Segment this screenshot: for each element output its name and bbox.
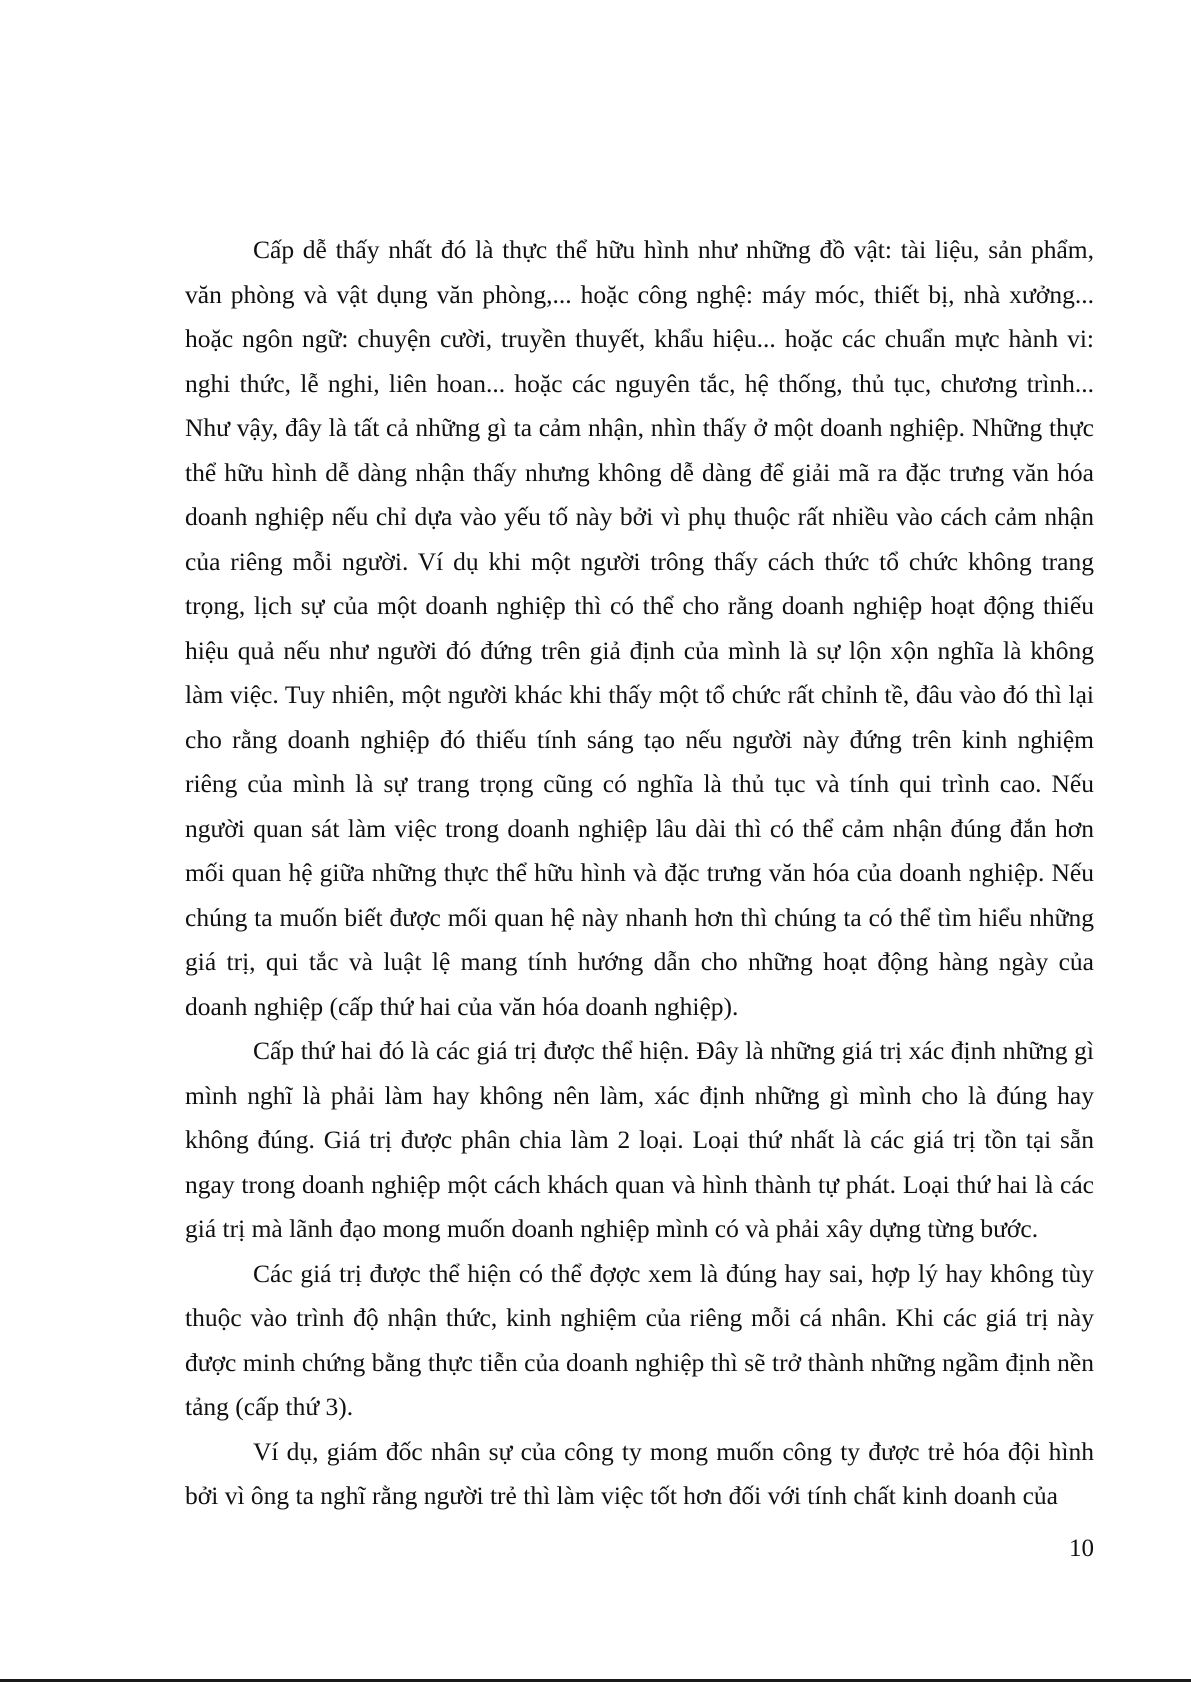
page-number: 10 xyxy=(1069,1535,1094,1562)
paragraph: Cấp dễ thấy nhất đó là thực thể hữu hình như những đồ vật: tài liệu, sản phẩm, văn phòng và vật dụng văn phòng,... hoặc công nghệ: máy móc, thiết bị, nhà xưởng... hoặc ngôn ngữ: chuyện cười, truyền thuyết, khẩu hiệu... hoặc các chuẩn mực hành vi: nghi thức, lễ nghi, liên hoan... hoặc các nguyên tắc, hệ thống, thủ tục, chương trình... Như vậy, đây là tất cả những gì ta cảm nhận, nhìn thấy ở một doanh nghiệp. Những thực thể hữu hình dễ dàng nhận thấy nhưng không dễ dàng để giải mã ra đặc trưng văn hóa doanh nghiệp nếu chỉ dựa vào yếu tố này bởi vì phụ thuộc rất nhiều vào cách cảm nhận của riêng mỗi người. Ví dụ khi một người trông thấy cách thức tổ chức không trang trọng, lịch sự của một doanh nghiệp thì có thể cho rằng doanh nghiệp hoạt động thiếu hiệu quả nếu như người đó đứng trên giả định của mình là sự lộn xộn nghĩa là không làm việc. Tuy nhiên, một người khác khi thấy một tổ chức rất chỉnh tề, đâu vào đó thì lại cho rằng doanh nghiệp đó thiếu tính sáng tạo nếu người này đứng trên kinh nghiệm riêng của mình là sự trang trọng cũng có nghĩa là thủ tục và tính qui trình cao. Nếu người quan sát làm việc trong doanh nghiệp lâu dài thì có thể cảm nhận đúng đắn hơn mối quan hệ giữa những thực thể hữu hình và đặc trưng văn hóa của doanh nghiệp. Nếu chúng ta muốn biết được mối quan hệ này nhanh hơn thì chúng ta có thể tìm hiểu những giá trị, qui tắc và luật lệ mang tính hướng dẫn cho những hoạt động hàng ngày của doanh nghiệp (cấp thứ hai của văn hóa doanh nghiệp). xyxy=(185,235,1094,1021)
paragraph: Các giá trị được thể hiện có thể đợợc xem là đúng hay sai, hợp lý hay không tùy thuộc vào trình độ nhận thức, kinh nghiệm của riêng mỗi cá nhân. Khi các giá trị này được minh chứng bằng thực tiễn của doanh nghiệp thì sẽ trở thành những ngầm định nền tảng (cấp thứ 3). xyxy=(185,1258,1094,1421)
bottom-divider xyxy=(0,1679,1191,1682)
page-body xyxy=(185,228,1094,1519)
paragraph: Ví dụ, giám đốc nhân sự của công ty mong muốn công ty được trẻ hóa đội hình bởi vì ông ta nghĩ rằng người trẻ thì làm việc tốt hơn đối với tính chất kinh doanh của xyxy=(185,1436,1094,1510)
paragraph: Cấp thứ hai đó là các giá trị được thể hiện. Đây là những giá trị xác định những gì mình nghĩ là phải làm hay không nên làm, xác định những gì mình cho là đúng hay không đúng. Giá trị được phân chia làm 2 loại. Loại thứ nhất là các giá trị tồn tại sẵn ngay trong doanh nghiệp một cách khách quan và hình thành tự phát. Loại thứ hai là các giá trị mà lãnh đạo mong muốn doanh nghiệp mình có và phải xây dựng từng bước. xyxy=(185,1036,1094,1243)
